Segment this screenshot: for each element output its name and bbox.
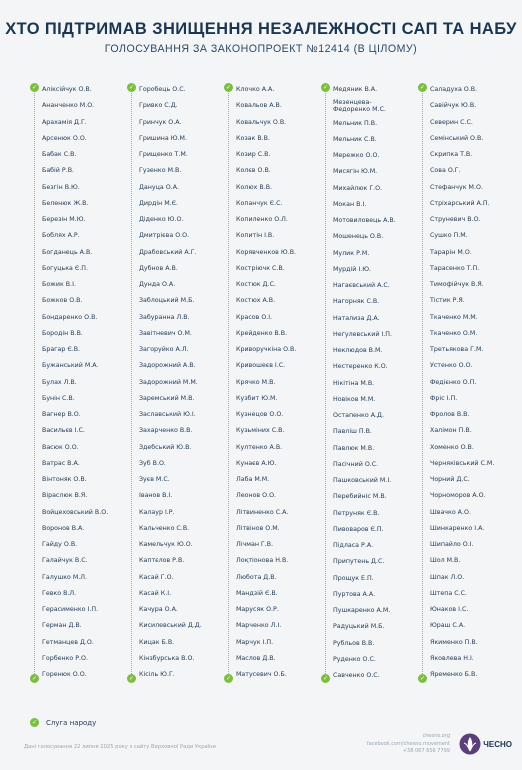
deputy-column-2 bbox=[127, 82, 223, 684]
deputy-name: Козак В.В. bbox=[236, 134, 270, 142]
timeline-line bbox=[34, 90, 35, 676]
deputy-name: Пашковський М.І. bbox=[333, 477, 392, 484]
deputy-name: Кінзбурська В.О. bbox=[139, 654, 195, 662]
deputy-name: Захарченко В.В. bbox=[139, 427, 193, 435]
deputy-name: Федієнко О.П. bbox=[430, 378, 477, 386]
party-dot-icon: ✓ bbox=[31, 719, 38, 726]
deputy-name: Ковальов А.В. bbox=[236, 102, 282, 110]
deputy-name: Савченко О.С. bbox=[333, 672, 380, 679]
deputy-name: Гузенко М.В. bbox=[139, 167, 182, 175]
deputy-name: Штепа С.С. bbox=[430, 589, 468, 597]
deputy-name: Заремський М.В. bbox=[139, 394, 195, 402]
deputy-name: Гетманцев Д.О. bbox=[42, 638, 94, 646]
deputy-name: Ананченко М.О. bbox=[42, 102, 95, 110]
deputy-name: Нагорняк С.В. bbox=[333, 298, 380, 306]
deputy-name: Кицак Б.В. bbox=[139, 638, 175, 646]
deputy-name: Літвінов О.М. bbox=[236, 524, 280, 532]
deputy-name: Натализа Д.А. bbox=[333, 314, 380, 322]
deputy-name: Руденко О.С. bbox=[333, 655, 376, 663]
deputy-name: Копиленко О.Л. bbox=[236, 216, 288, 223]
deputy-name: Фролов В.В. bbox=[430, 411, 470, 418]
deputy-name: Дунда О.А. bbox=[139, 281, 176, 288]
deputy-name: Кисилевський Д.Д. bbox=[139, 622, 202, 630]
deputy-name: Бужанський М.А. bbox=[42, 362, 99, 370]
deputy-name: Дмитрієва О.О. bbox=[139, 232, 190, 240]
deputy-name: Яковлева Н.І. bbox=[430, 654, 474, 662]
party-dot-icon: ✓ bbox=[419, 675, 426, 682]
deputy-name: Клочко А.А. bbox=[236, 86, 275, 93]
deputy-name: Касай К.І. bbox=[139, 589, 172, 597]
deputy-name: Марчук І.П. bbox=[236, 638, 274, 646]
deputy-name: Крячко М.В. bbox=[236, 378, 276, 386]
deputy-name: Устенко О.О. bbox=[430, 362, 473, 370]
deputy-name: Дануца О.А. bbox=[139, 183, 180, 191]
deputy-name: Стріхарський А.П. bbox=[430, 199, 490, 207]
deputy-name: Костріючк С.В. bbox=[236, 264, 285, 272]
deputy-name: Семінський О.В. bbox=[430, 134, 484, 142]
deputy-name: Беленюк Ж.В. bbox=[42, 199, 89, 207]
legend bbox=[30, 718, 96, 727]
deputy-name: Кузбит Ю.М. bbox=[236, 394, 278, 402]
deputy-name: Павлюк М.В. bbox=[333, 444, 375, 452]
deputy-name: Копанчук Є.С. bbox=[236, 199, 283, 207]
deputy-name: Пасічний О.С. bbox=[333, 460, 379, 468]
deputy-name: Мотовиловець А.В. bbox=[333, 217, 396, 224]
deputy-column-3 bbox=[224, 82, 320, 684]
deputy-list bbox=[224, 82, 320, 683]
deputy-name: Качура О.А. bbox=[139, 606, 178, 613]
deputy-name: Божков О.В. bbox=[42, 297, 83, 305]
deputy-name: Кальченко С.В. bbox=[139, 524, 190, 532]
deputy-name: Нікітіна М.В. bbox=[333, 379, 375, 387]
deputy-name: Гевко В.Л. bbox=[42, 589, 77, 597]
deputy-name: Ковальчук О.В. bbox=[236, 118, 287, 126]
deputy-name: Вінтоняк О.В. bbox=[42, 476, 87, 483]
deputy-name: Северин С.С. bbox=[430, 118, 473, 126]
deputy-name: Лоқтіонова Н.В. bbox=[236, 557, 289, 565]
deputy-name: Тимофійчук В.Я. bbox=[430, 281, 484, 288]
deputy-name: Мурдій І.Ю. bbox=[333, 265, 372, 273]
deputy-name: Гривко С.Д. bbox=[139, 102, 178, 110]
deputy-name: Божик В.І. bbox=[42, 281, 76, 288]
deputy-name: Мулик Р.М. bbox=[333, 249, 370, 257]
deputy-name: Михайлюк Г.О. bbox=[333, 184, 383, 192]
deputy-name: Красов О.І. bbox=[236, 313, 273, 321]
deputy-name: Третьякова Г.М. bbox=[430, 346, 484, 353]
deputy-name: Здебський Ю.В. bbox=[139, 443, 192, 451]
deputy-list bbox=[127, 82, 223, 683]
deputy-name: Любота Д.В. bbox=[236, 573, 277, 581]
deputy-name: Тарасенко Т.П. bbox=[430, 264, 480, 272]
deputy-name: Пуртова А.А. bbox=[333, 590, 376, 598]
deputy-name: Криворучкіна О.В. bbox=[236, 346, 297, 353]
deputy-name: Савійчук Ю.В. bbox=[430, 102, 477, 110]
deputy-name: Кузьміних С.В. bbox=[236, 427, 285, 435]
deputy-name: Камельчук Ю.О. bbox=[139, 541, 193, 548]
deputy-name: Перебийніс М.В. bbox=[333, 493, 387, 501]
deputy-name: Фріс І.П. bbox=[430, 394, 458, 402]
deputy-name: Васильєв І.С. bbox=[42, 427, 85, 435]
deputy-name: Мельник С.В. bbox=[333, 135, 377, 143]
party-dot-icon: ✓ bbox=[128, 84, 135, 91]
deputy-name: Кузнецов О.О. bbox=[236, 411, 284, 418]
deputy-name: Войцеховський В.О. bbox=[42, 508, 109, 516]
deputy-name: Брагар Є.В. bbox=[42, 346, 81, 353]
deputy-name: Негулевський І.П. bbox=[333, 330, 393, 338]
deputy-name: Маслов Д.В. bbox=[236, 654, 276, 662]
deputy-name: Задорожний М.М. bbox=[139, 378, 198, 386]
deputy-name: Марченко Л.І. bbox=[236, 622, 282, 630]
deputy-name: Пушкаренко А.М. bbox=[333, 607, 391, 614]
party-dot-icon: ✓ bbox=[419, 84, 426, 91]
deputy-name: Діденко Ю.О. bbox=[139, 216, 184, 223]
contacts bbox=[367, 733, 450, 756]
deputy-name: Бородін В.В. bbox=[42, 329, 83, 337]
deputy-name: Бунін С.В. bbox=[42, 394, 75, 402]
deputy-name: Підласа Р.А. bbox=[333, 542, 374, 549]
contact-facebook[interactable]: facebook.com/chesno.movement bbox=[366, 740, 450, 747]
deputy-name: Горбенко Р.О. bbox=[42, 654, 88, 662]
deputy-name: Колєв О.В. bbox=[236, 167, 271, 175]
deputy-name: Чорний Д.С. bbox=[430, 476, 470, 483]
deputy-name: Зуб В.О. bbox=[139, 459, 166, 467]
deputy-name: Тарарін М.О. bbox=[430, 248, 472, 256]
deputy-name: Завітневич О.М. bbox=[139, 329, 192, 337]
deputy-name: Горенюк О.О. bbox=[42, 671, 87, 678]
deputy-name: Боблях А.Р. bbox=[42, 232, 80, 240]
deputy-name: Пивоваров Є.П. bbox=[333, 525, 384, 533]
deputy-name: Остапенко А.Д. bbox=[333, 412, 384, 419]
deputy-name: Хоменко О.В. bbox=[430, 443, 474, 451]
deputy-name: Арахамія Д.Г. bbox=[42, 118, 87, 126]
deputy-name: Сова О.Г. bbox=[430, 167, 461, 175]
timeline-line bbox=[228, 90, 229, 676]
deputy-name: Березін М.Ю. bbox=[42, 216, 86, 223]
deputy-name: Яременко Б.В. bbox=[430, 671, 478, 678]
deputy-name: Лаба М.М. bbox=[236, 476, 270, 483]
deputy-name: Медяник В.А. bbox=[333, 86, 378, 93]
deputy-name: Рубльов В.В. bbox=[333, 639, 375, 647]
deputy-name: Касай Г.О. bbox=[139, 573, 174, 581]
deputy-name: Скрипка Т.В. bbox=[430, 151, 473, 158]
deputy-name: Петруняк Є.В. bbox=[333, 509, 380, 517]
deputy-name: Халімон П.В. bbox=[430, 427, 472, 435]
deputy-name: Бабак С.В. bbox=[42, 151, 77, 158]
deputy-name: Віраслюк В.Я. bbox=[42, 492, 88, 500]
deputy-column-5 bbox=[418, 82, 514, 684]
deputy-name: Гайду О.В. bbox=[42, 541, 78, 548]
page-title: ХТО ПІДТРИМАВ ЗНИЩЕННЯ НЕЗАЛЕЖНОСТІ САП ТА НАБУ bbox=[5, 20, 517, 38]
deputy-name: Нагаєвський А.С. bbox=[333, 282, 390, 289]
party-dot-icon: ✓ bbox=[31, 675, 38, 682]
deputy-name: Ткаченко М.М. bbox=[430, 313, 478, 321]
deputy-name: Шпак Л.О. bbox=[430, 573, 465, 581]
chesno-logo bbox=[459, 733, 512, 755]
deputy-name: Дубнов А.В. bbox=[139, 264, 178, 272]
deputy-name: Якименко П.В. bbox=[430, 638, 478, 646]
deputy-name: Вагнер В.О. bbox=[42, 411, 81, 418]
deputy-name: Богуцька Є.П. bbox=[42, 264, 89, 272]
deputy-name: Колюх В.В. bbox=[236, 183, 273, 191]
party-dot-icon: ✓ bbox=[31, 84, 38, 91]
deputy-name: Сушко П.М. bbox=[430, 232, 468, 240]
deputy-name: Струневич В.О. bbox=[430, 216, 481, 223]
deputy-name: Швачко А.О. bbox=[430, 508, 471, 516]
deputy-name: Тістик Р.Я. bbox=[430, 297, 465, 305]
deputy-name: Заблоцький М.Б. bbox=[139, 297, 195, 305]
deputy-name: Корявченков Ю.В. bbox=[236, 248, 297, 256]
deputy-name: Лічман Г.В. bbox=[236, 541, 274, 548]
contact-website[interactable]: chesno.org bbox=[422, 733, 450, 739]
deputy-name: Калаур І.Р. bbox=[139, 508, 175, 516]
legend-label: Слуга народу bbox=[46, 718, 97, 727]
deputy-column-1 bbox=[30, 82, 126, 684]
deputy-name: Шинкаренко І.А. bbox=[430, 524, 485, 532]
deputy-name: Грищенко Т.М. bbox=[139, 151, 188, 158]
deputy-name: Бондаренко О.В. bbox=[42, 313, 98, 321]
deputy-name: Кісіль Ю.Г. bbox=[139, 671, 175, 678]
deputy-name: Прощук Е.П. bbox=[333, 574, 374, 582]
deputy-name: Мережко О.О. bbox=[333, 152, 380, 159]
deputy-name: Новіков М.М. bbox=[333, 395, 376, 403]
deputy-name: Іванов В.І. bbox=[139, 492, 173, 500]
deputy-name: Юраш С.А. bbox=[430, 622, 466, 630]
deputy-name: Літвиненко С.А. bbox=[236, 508, 289, 516]
deputy-name: Драбовський А.Г. bbox=[139, 248, 197, 256]
chesno-logo-icon bbox=[459, 733, 481, 755]
party-dot-icon: ✓ bbox=[225, 675, 232, 682]
deputy-name: Арсенюк О.О. bbox=[42, 134, 87, 142]
deputy-name: Кунаєв А.Ю. bbox=[236, 459, 277, 467]
deputy-list bbox=[321, 82, 417, 684]
deputy-name: Култенко А.В. bbox=[236, 443, 283, 451]
deputy-name: Гришина Ю.М. bbox=[139, 134, 187, 142]
deputy-name: Мокан В.І. bbox=[333, 200, 367, 208]
deputy-name: Заславський Ю.І. bbox=[139, 411, 196, 418]
page-subtitle: ГОЛОСУВАННЯ ЗА ЗАКОНОПРОЕКТ №12414 (В ЦІЛОМУ) bbox=[104, 43, 418, 55]
deputy-name: Мезенцева- Федоренко М.С. bbox=[333, 99, 386, 114]
deputy-name: Козир С.В. bbox=[236, 151, 271, 158]
contact-phone: +38 067 656 7799 bbox=[402, 748, 450, 754]
deputy-name: Безгін В.Ю. bbox=[42, 183, 80, 191]
deputy-name: Мельник П.В. bbox=[333, 119, 378, 127]
source-note: Дані голосування 22 липня 2025 року з сайту Верховної Ради України bbox=[24, 744, 216, 750]
party-dot-icon: ✓ bbox=[128, 675, 135, 682]
deputy-name: Павліш П.В. bbox=[333, 428, 372, 436]
deputy-name: Горобець О.С. bbox=[139, 86, 186, 93]
party-dot-icon: ✓ bbox=[225, 84, 232, 91]
deputy-name: Мисягін Ю.М. bbox=[333, 168, 378, 176]
deputy-name: Мошенець О.В. bbox=[333, 233, 384, 241]
deputy-name: Ватрас В.А. bbox=[42, 459, 80, 467]
deputy-list bbox=[418, 82, 514, 683]
deputy-name: Галушко М.Л. bbox=[42, 573, 88, 581]
party-dot-icon: ✓ bbox=[322, 84, 329, 91]
deputy-name: Герман Д.В. bbox=[42, 622, 82, 630]
deputy-name: Дирдін М.Є. bbox=[139, 199, 179, 207]
deputy-name: Воронов В.А. bbox=[42, 524, 85, 532]
deputy-name: Копитін І.В. bbox=[236, 232, 275, 240]
deputy-name: Загоруйко А.Л. bbox=[139, 346, 189, 353]
deputy-name: Саладуха О.В. bbox=[430, 86, 478, 93]
deputy-name: Леонов О.О. bbox=[236, 492, 277, 500]
deputy-name: Радуцький М.Б. bbox=[333, 623, 385, 631]
deputy-name: Мандзій Є.В. bbox=[236, 589, 278, 597]
deputy-name: Юнаков І.С. bbox=[430, 606, 469, 613]
deputy-list bbox=[30, 82, 126, 683]
deputy-name: Ткаченко О.М. bbox=[430, 329, 478, 337]
deputy-name: Задорожний А.В. bbox=[139, 362, 196, 370]
deputy-name: Галайчук В.С. bbox=[42, 557, 88, 565]
deputy-name: Забуранна Л.В. bbox=[139, 313, 190, 321]
timeline-line bbox=[131, 90, 132, 676]
timeline-line bbox=[325, 90, 326, 676]
deputy-name: Герасименко І.П. bbox=[42, 606, 99, 613]
deputy-name: Черняківський С.М. bbox=[430, 459, 495, 467]
deputy-name: Костюк Д.С. bbox=[236, 281, 276, 288]
deputy-name: Булах Л.В. bbox=[42, 378, 77, 386]
deputy-name: Нестеренко К.О. bbox=[333, 363, 388, 371]
deputy-name: Богданець А.В. bbox=[42, 248, 93, 256]
deputy-name: Марусяк О.Р. bbox=[236, 606, 279, 613]
deputy-name: Шол М.В. bbox=[430, 557, 461, 565]
deputy-name: Кривошеєв І.С. bbox=[236, 362, 286, 370]
timeline-line bbox=[422, 90, 423, 676]
deputy-name: Крейденко В.В. bbox=[236, 329, 288, 337]
deputy-name: Зуєв М.С. bbox=[139, 476, 170, 483]
deputy-name: Матусевич О.Б. bbox=[236, 671, 287, 678]
deputy-name: Неклюдов В.М. bbox=[333, 347, 383, 354]
deputy-name: Гринчук О.А. bbox=[139, 118, 182, 126]
deputy-name: Чорноморов А.О. bbox=[430, 492, 486, 500]
deputy-name: Припутень Д.С. bbox=[333, 558, 385, 566]
party-dot-icon: ✓ bbox=[322, 675, 329, 682]
deputy-name: Стефанчук М.О. bbox=[430, 183, 483, 191]
deputy-name: Аліксійчук О.В. bbox=[42, 86, 92, 93]
deputy-column-4 bbox=[321, 82, 417, 684]
logo-name: ЧЕСНО bbox=[483, 739, 512, 749]
deputy-name: Костюх А.В. bbox=[236, 297, 276, 305]
deputy-name: Васюк О.О. bbox=[42, 443, 79, 451]
deputy-name: Бабій Р.В. bbox=[42, 167, 75, 175]
deputy-name: Шипайло О.І. bbox=[430, 541, 474, 548]
deputy-name: Каптєлов Р.В. bbox=[139, 557, 185, 565]
